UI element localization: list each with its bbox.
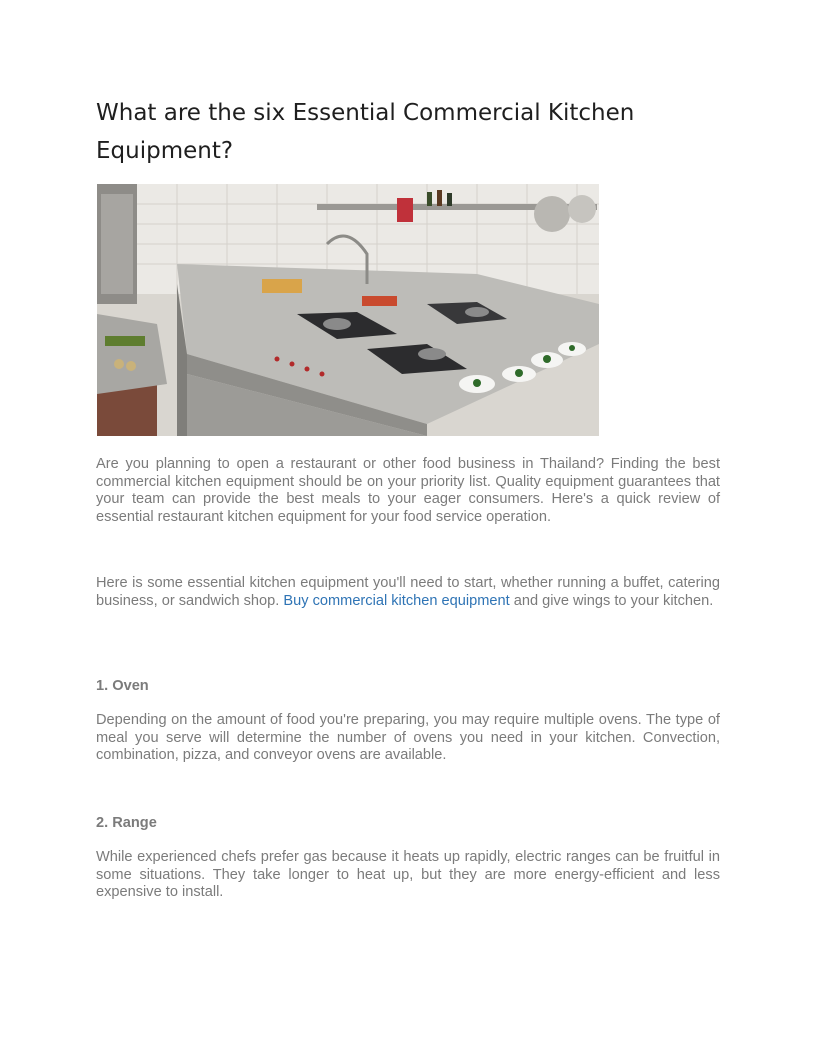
page-title: What are the six Essential Commercial Kitchen Equipment? [96, 100, 635, 164]
section-heading-range: 2. Range [96, 815, 157, 831]
equipment-paragraph-tail: and give wings to your kitchen. [509, 592, 714, 609]
section-body-range: While experienced chefs prefer gas because it heats up rapidly, electric ranges can be fruitful in some situations. They take longer to heat up, but they are more energy-efficient and less expensive to install. [96, 849, 720, 900]
intro-paragraph: Are you planning to open a restaurant or other food business in Thailand? Finding the best commercial kitchen equipment should be on your priority list. Quality equipment guarantees that your team can provide the best meals to your eager consumers. Here's a quick review of essential restaurant kitchen equipment for your food service operation. [96, 456, 720, 525]
section-body-oven: Depending on the amount of food you're preparing, you may require multiple ovens. The type of meal you serve will determine the number of ovens you need in your kitchen. Convection, combination, pizza, and conveyor ovens are available. [96, 712, 720, 763]
kitchen-photo [97, 184, 599, 436]
buy-equipment-link[interactable]: Buy commercial kitchen equipment [283, 592, 510, 609]
equipment-paragraph-lead: Here is some essential kitchen equipment you'll need to start, whether running a buffet, catering business, or sandwich shop. [96, 575, 720, 609]
equipment-paragraph [96, 575, 720, 610]
section-heading-oven: 1. Oven [96, 678, 149, 694]
